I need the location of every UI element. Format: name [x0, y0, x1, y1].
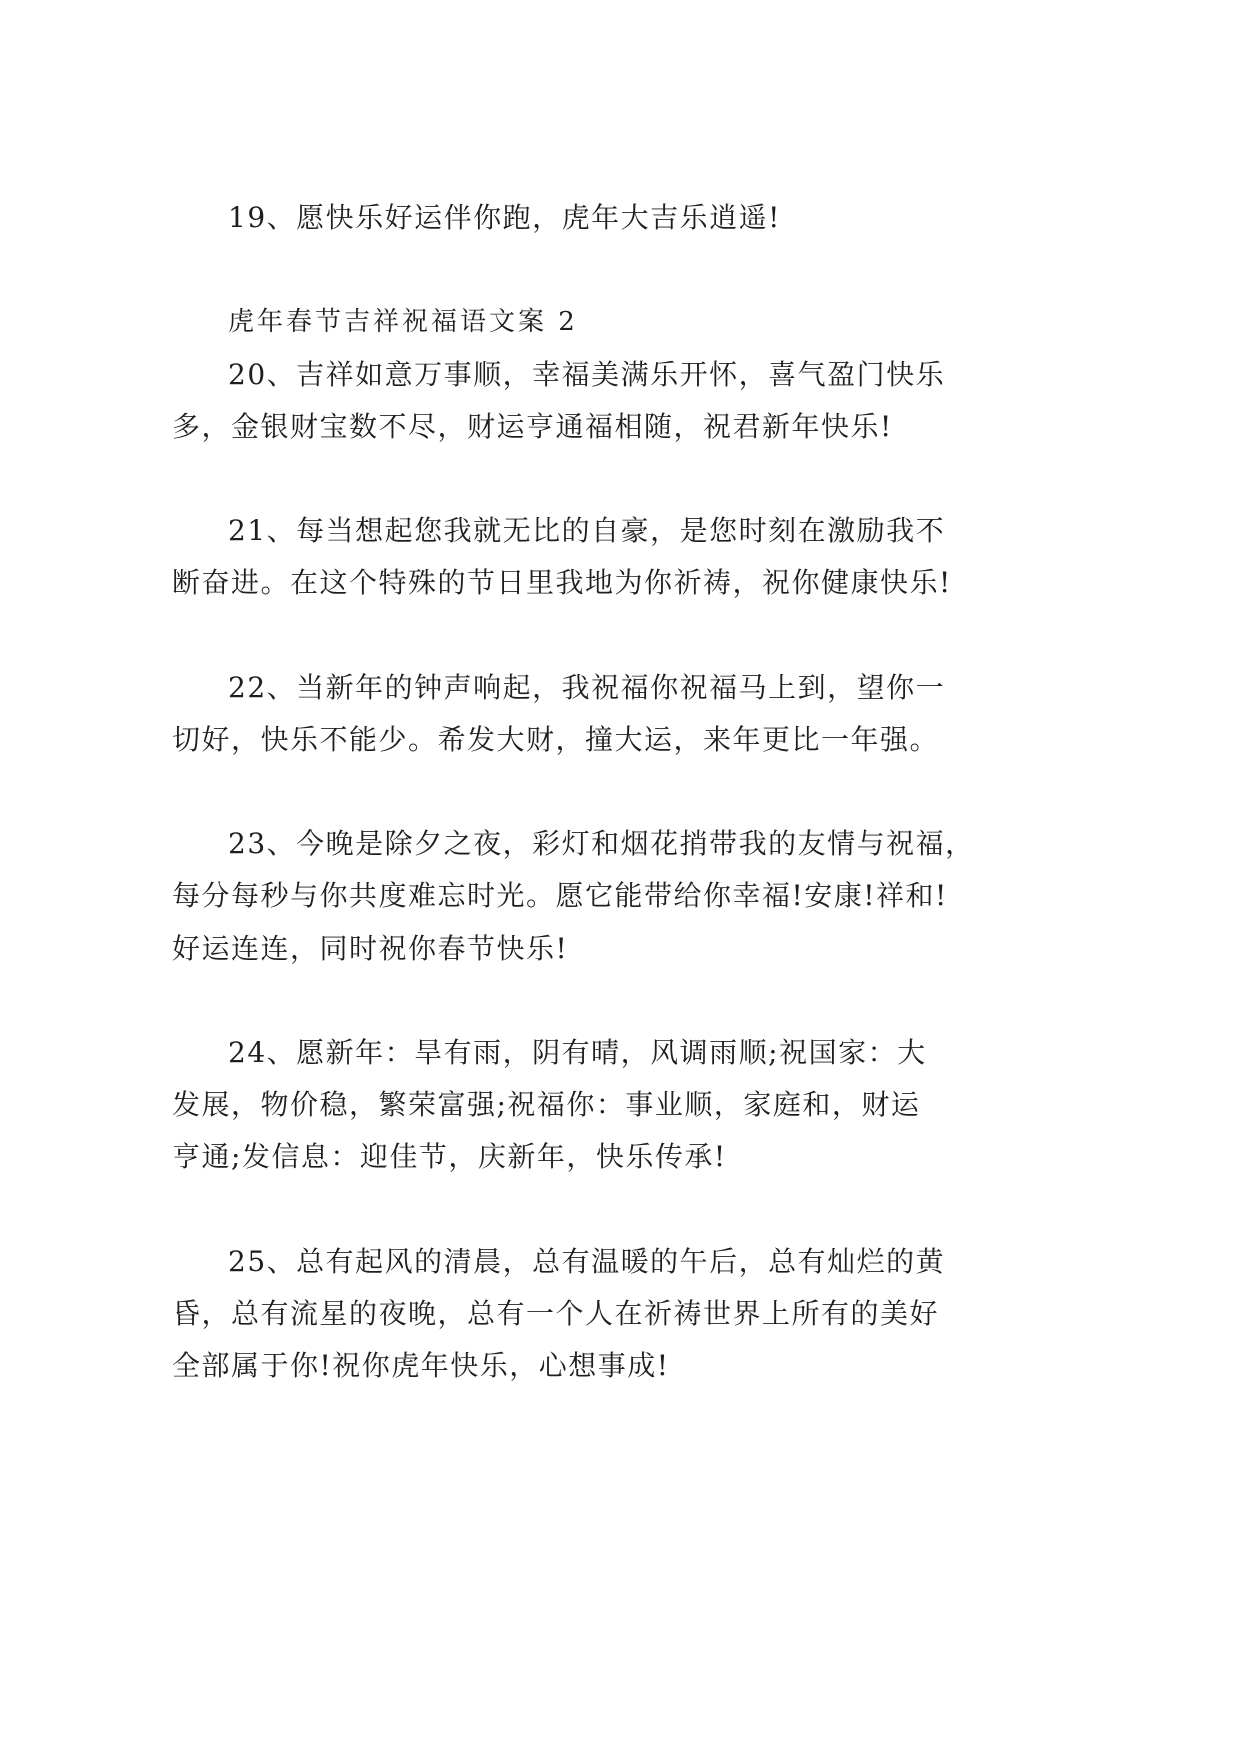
- paragraph-line: 21、每当想起您我就无比的自豪，是您时刻在激励我不: [228, 514, 946, 548]
- paragraph-line: 切好，快乐不能少。希发大财，撞大运，来年更比一年强。: [172, 722, 940, 756]
- paragraph-line: 每分每秒与你共度难忘时光。愿它能带给你幸福!安康!祥和!: [172, 879, 948, 913]
- paragraph-line: 断奋进。在这个特殊的节日里我地为你祈祷，祝你健康快乐!: [172, 566, 952, 600]
- paragraph-line: 19、愿快乐好运伴你跑，虎年大吉乐逍遥!: [228, 201, 781, 234]
- paragraph-21: [172, 505, 972, 609]
- section-heading-wrapper: [172, 296, 972, 348]
- paragraph-19: [172, 192, 972, 244]
- paragraph-23: [172, 818, 975, 975]
- section-heading: 虎年春节吉祥祝福语文案 2: [228, 307, 578, 338]
- paragraph-line: 昏，总有流星的夜晚，总有一个人在祈祷世界上所有的美好: [172, 1296, 940, 1330]
- paragraph-line: 20、吉祥如意万事顺，幸福美满乐开怀，喜气盈门快乐: [228, 357, 946, 391]
- paragraph-22: [172, 662, 972, 766]
- paragraph-line: 25、总有起风的清晨，总有温暖的午后，总有灿烂的黄: [228, 1244, 946, 1278]
- paragraph-line: 全部属于你!祝你虎年快乐，心想事成!: [172, 1349, 670, 1383]
- paragraph-20: [172, 349, 972, 453]
- document-body: [172, 192, 975, 1392]
- paragraph-line: 发展，物价稳，繁荣富强;祝福你：事业顺，家庭和，财运: [172, 1088, 921, 1122]
- paragraph-line: 多，金银财宝数不尽，财运亨通福相随，祝君新年快乐!: [172, 409, 893, 443]
- paragraph-line: 24、愿新年：旱有雨，阴有晴，风调雨顺;祝国家：大: [228, 1036, 927, 1069]
- paragraph-24: [172, 1027, 972, 1184]
- paragraph-line: 23、今晚是除夕之夜，彩灯和烟花捎带我的友情与祝福，: [228, 827, 975, 861]
- paragraph-25: [172, 1236, 972, 1393]
- paragraph-line: 好运连连，同时祝你春节快乐!: [172, 931, 569, 965]
- paragraph-line: 22、当新年的钟声响起，我祝福你祝福马上到，望你一: [228, 670, 946, 704]
- paragraph-line: 亨通;发信息：迎佳节，庆新年，快乐传承!: [172, 1140, 727, 1174]
